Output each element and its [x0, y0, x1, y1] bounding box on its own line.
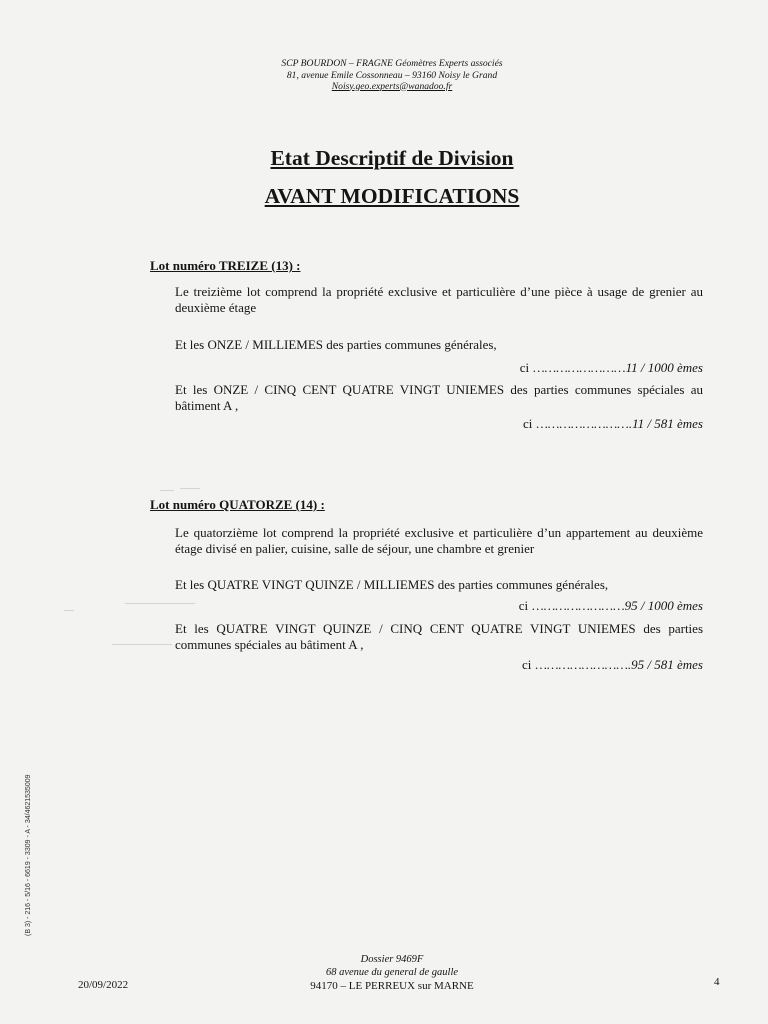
- quota-value: 95 / 1000 èmes: [624, 598, 703, 613]
- scan-mark: [180, 488, 200, 489]
- share-text-line: Et les ONZE / MILLIEMES des parties communes générales,: [175, 337, 497, 352]
- document-subtitle-row: [92, 183, 692, 209]
- page-number: 4: [714, 976, 720, 988]
- ci-label: ci: [518, 598, 529, 613]
- footer-address-line1: 68 avenue du general de gaulle: [325, 967, 459, 978]
- document-title-row: [92, 145, 692, 171]
- share-text-line: Et les QUATRE VINGT QUINZE / MILLIEMES des parties communes générales,: [175, 577, 609, 592]
- firm-name: SCP BOURDON – FRAGNE Géomètres Experts associés: [281, 58, 503, 69]
- footer-address-line2: 94170 – LE PERREUX sur MARNE: [310, 980, 474, 992]
- footer-dossier: Dossier 9469F: [360, 954, 424, 965]
- footer-date: 20/09/2022: [78, 979, 129, 991]
- lot-description-line: deuxième étage: [175, 300, 257, 315]
- firm-address: 81, avenue Emile Cossonneau – 93160 Noisy le Grand: [286, 69, 498, 81]
- quota-dots: ……………………: [532, 598, 625, 613]
- quota-value: 11 / 581 èmes: [632, 416, 703, 431]
- ci-label: ci: [519, 360, 530, 375]
- scan-mark: [125, 603, 195, 604]
- scan-mark: [64, 610, 74, 611]
- share-text-line: communes spéciales au bâtiment A ,: [175, 637, 364, 652]
- lot-heading: Lot numéro TREIZE (13) :: [150, 258, 301, 273]
- ci-label: ci: [522, 657, 532, 672]
- ci-label: ci: [522, 416, 533, 431]
- share-quota-line: [175, 360, 703, 376]
- share-quota-line: [175, 598, 703, 614]
- quota-dots: …………………….: [536, 416, 633, 431]
- share-text-line: bâtiment A ,: [175, 398, 239, 413]
- share-quota-line: [175, 657, 703, 673]
- document-subtitle: AVANT MODIFICATIONS: [264, 184, 520, 208]
- share-text-line: Et les ONZE / CINQ CENT QUATRE VINGT UNIEMES des parties communes spéciales au: [175, 382, 703, 397]
- document-title: Etat Descriptif de Division: [270, 146, 514, 170]
- firm-email-row: [92, 81, 692, 92]
- quota-value: 11 / 1000 èmes: [625, 360, 703, 375]
- lot-heading: Lot numéro QUATORZE (14) :: [150, 497, 325, 512]
- scan-mark: [160, 490, 174, 491]
- quota-value: 95 / 581 èmes: [631, 657, 703, 672]
- quota-dots: …………………….: [535, 657, 632, 672]
- lot-description-line: Le quatorzième lot comprend la propriété exclusive et particulière d’un appartement au deuxième: [175, 525, 703, 540]
- quota-dots: ……………………: [533, 360, 626, 375]
- lot-description-line: Le treizième lot comprend la propriété exclusive et particulière d’une pièce à usage de grenier au: [175, 284, 703, 299]
- share-quota-line: [175, 416, 703, 432]
- margin-reference-code: (B 3) - 216 - 5/16 - 6619 - 3309 - A - 34/4621535009: [25, 774, 32, 936]
- scan-mark: [112, 644, 172, 645]
- lot-description-line: étage divisé en palier, cuisine, salle de séjour, une chambre et grenier: [175, 541, 535, 556]
- share-text-line: Et les QUATRE VINGT QUINZE / CINQ CENT QUATRE VINGT UNIEMES des parties: [175, 621, 703, 636]
- firm-email: Noisy.geo.experts@wanadoo.fr: [331, 80, 453, 92]
